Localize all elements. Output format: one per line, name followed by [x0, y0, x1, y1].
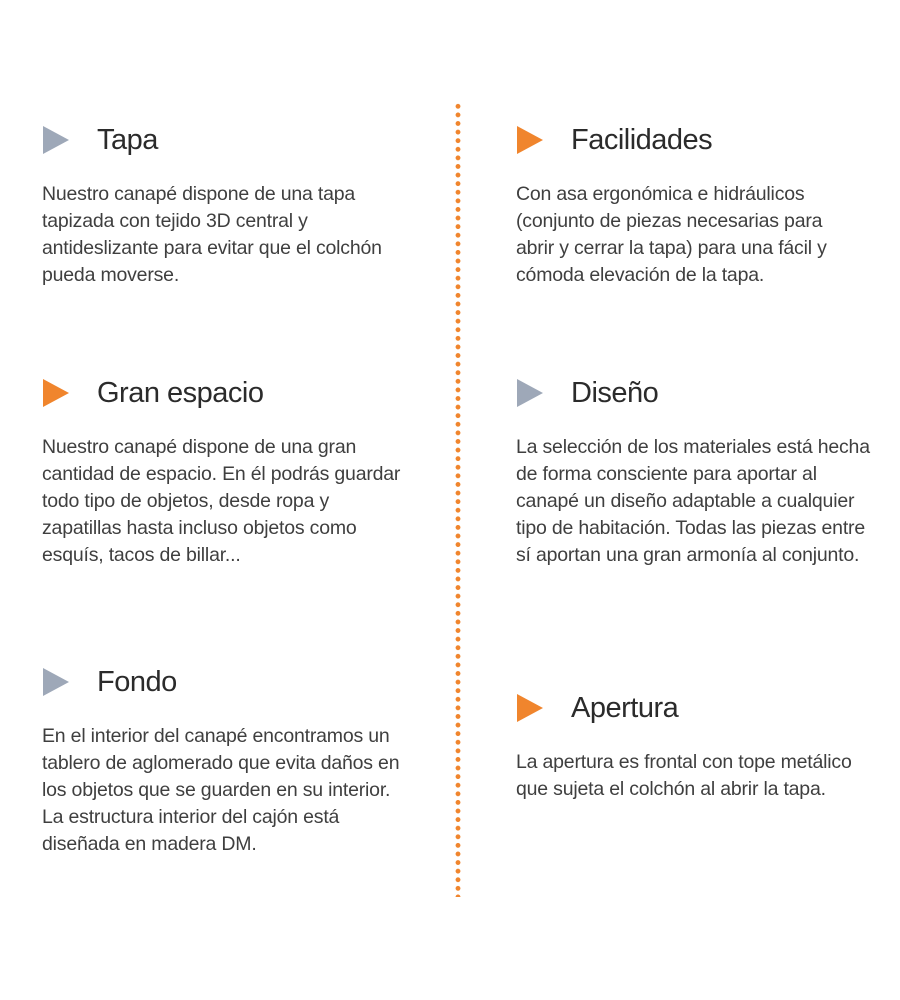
orange-triangle-arrow-icon: [517, 694, 543, 722]
feature-description: Nuestro canapé dispone de una gran cantidad de espacio. En él podrás guardar todo tipo de objetos, desde ropa y zapatillas hasta incluso objetos como esquís, tacos de billar...: [42, 436, 401, 566]
feature-facilidades: [516, 120, 886, 289]
feature-description: La apertura es frontal con tope metálico que sujeta el colchón al abrir la tapa.: [516, 751, 852, 800]
feature-title: Tapa: [97, 123, 158, 156]
feature-title: Fondo: [97, 665, 177, 698]
feature-description: Nuestro canapé dispone de una tapa tapizada con tejido 3D central y antideslizante para evitar que el colchón pueda moverse.: [42, 183, 382, 286]
feature-apertura: [516, 688, 886, 803]
feature-title: Diseño: [571, 376, 659, 409]
dotted-divider: [455, 102, 461, 897]
feature-description: En el interior del canapé encontramos un tablero de aglomerado que evita daños en los objetos que se guarden en su interior. La estructura interior del cajón está diseñada en madera DM.: [42, 725, 400, 855]
feature-header: [42, 662, 412, 702]
gray-triangle-arrow-icon: [517, 379, 543, 407]
feature-description: Con asa ergonómica e hidráulicos (conjunto de piezas necesarias para abrir y cerrar la tapa) para una fácil y cómoda elevación de la tapa.: [516, 183, 827, 286]
feature-title: Gran espacio: [97, 376, 264, 409]
feature-header: [42, 120, 412, 160]
feature-header: [42, 373, 412, 413]
gray-triangle-arrow-icon: [43, 126, 69, 154]
feature-fondo: [42, 662, 412, 858]
orange-triangle-arrow-icon: [517, 126, 543, 154]
feature-title: Apertura: [571, 691, 679, 724]
gray-triangle-arrow-icon: [43, 668, 69, 696]
feature-diseno: [516, 373, 886, 569]
orange-triangle-arrow-icon: [43, 379, 69, 407]
feature-header: [516, 688, 886, 728]
feature-header: [516, 373, 886, 413]
feature-tapa: [42, 120, 412, 289]
feature-header: [516, 120, 886, 160]
feature-gran-espacio: [42, 373, 412, 569]
feature-title: Facilidades: [571, 123, 713, 156]
feature-description: La selección de los materiales está hecha de forma consciente para aportar al canapé un diseño adaptable a cualquier tipo de habitación. Todas las piezas entre sí aportan una gran armonía al conjunto.: [516, 436, 870, 566]
